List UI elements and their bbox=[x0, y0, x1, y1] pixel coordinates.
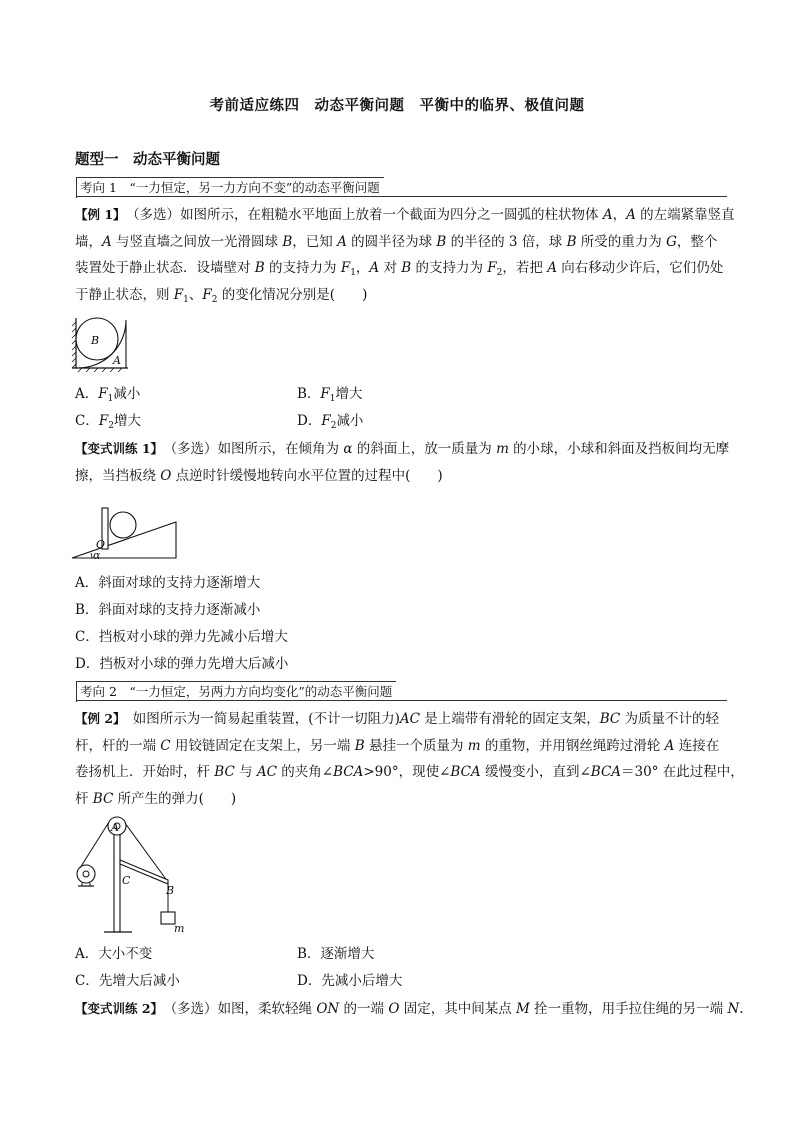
topic-heading-1-text: 考向 1 “一力恒定，另一力方向不变”的动态平衡问题 bbox=[80, 180, 380, 195]
section-heading: 题型一 动态平衡问题 bbox=[75, 151, 220, 168]
topic-divider bbox=[77, 700, 727, 701]
variant-1-question: 【变式训练 1】 （多选）如图所示，在倾角为 α 的斜面上，放一质量为 m 的小球，小球和斜面及挡板间均无摩 擦，当挡板绕 O 点逆时针缓慢地转向水平位置的过程中( ) bbox=[75, 441, 730, 484]
example-1-option-c: C．$F_2$增大 bbox=[75, 413, 141, 431]
page-title: 考前适应练四 动态平衡问题 平衡中的临界、极值问题 bbox=[209, 97, 585, 114]
topic-heading-1 bbox=[76, 177, 384, 198]
example-2-question: 【例 2】 如图所示为一简易起重装置，(不计一切阻力)AC 是上端带有滑轮的固定支架，BC 为质量不计的轻 杆，杆的一端 C 用铰链固定在支架上，另一端 B 悬挂一个质量为 m 的重物，并用钢丝绳跨过滑轮 A 连接在 卷扬机上．开始时，杆 BC 与 AC 的夹角∠BCA>90°，现使∠BCA 缓慢变小，直到∠BCA＝30° 在此过程中， 杆 BC 所产生的弹力( ) bbox=[75, 711, 744, 807]
example-2-option-a: A．大小不变 bbox=[75, 946, 153, 962]
example-1-option-b: B．$F_1$增大 bbox=[297, 386, 363, 404]
example-1-question: 【例 1】 （多选）如图所示，在粗糙水平地面上放着一个截面为四分之一圆弧的柱状物体 A，A 的左端紧靠竖直 墙，A 与竖直墙之间放一光滑圆球 B，已知 A 的圆半径为球 B 的半径的 3 倍，球 B 所受的重力为 G，整个 装置处于静止状态．设墙壁对 B 的支持力为 $F_1$，A 对 B 的支持力为 $F_2$，若把 A 向右移动少许后，它们仍处 于静止状态，则 $F_1$、$F_2$ 的变化情况分别是( ) bbox=[75, 207, 735, 305]
figure-wall-sphere-block bbox=[70, 316, 130, 372]
topic-heading-2-text: 考向 2 “一力恒定，另两力方向均变化”的动态平衡问题 bbox=[80, 684, 393, 699]
figure-crane bbox=[70, 814, 190, 936]
label-end-b: B bbox=[166, 884, 175, 897]
topic-heading-2 bbox=[76, 681, 396, 702]
example-2-option-b: B．逐渐增大 bbox=[297, 946, 375, 962]
label-pulley-a: A bbox=[111, 821, 119, 834]
example-2-option-c: C．先增大后减小 bbox=[75, 973, 180, 989]
variant-1-option-d: D．挡板对小球的弹力先增大后减小 bbox=[75, 656, 289, 672]
example-1-option-d: D．$F_2$减小 bbox=[297, 413, 364, 431]
variant-1-tag: 【变式训练 1】 bbox=[75, 441, 157, 456]
label-hinge-c: C bbox=[122, 874, 131, 887]
label-angle-alpha: α bbox=[93, 549, 101, 562]
topic-divider bbox=[77, 196, 727, 197]
variant-2-question: 【变式训练 2】 （多选）如图，柔软轻绳 ON 的一端 O 固定，其中间某点 M 拴一重物，用手拉住绳的另一端 N. bbox=[75, 1001, 744, 1017]
label-mass-m: m bbox=[174, 922, 185, 935]
multi-choice-note: （多选） bbox=[132, 207, 181, 223]
example-2-tag: 【例 2】 bbox=[75, 711, 120, 726]
variant-2-tag: 【变式训练 2】 bbox=[75, 1001, 157, 1016]
variant-1-option-b: B．斜面对球的支持力逐渐减小 bbox=[75, 602, 261, 618]
label-block-a: A bbox=[113, 354, 121, 367]
example-2-option-d: D．先减小后增大 bbox=[297, 973, 403, 989]
variant-1-option-c: C．挡板对小球的弹力先减小后增大 bbox=[75, 629, 288, 645]
label-ball-b: B bbox=[91, 334, 100, 347]
example-1-tag: 【例 1】 bbox=[75, 207, 120, 222]
label-pivot-o: O bbox=[96, 538, 106, 551]
variant-1-option-a: A．斜面对球的支持力逐渐增大 bbox=[75, 575, 261, 591]
example-1-option-a: A．$F_1$减小 bbox=[75, 386, 141, 404]
figure-incline-board bbox=[70, 504, 180, 562]
